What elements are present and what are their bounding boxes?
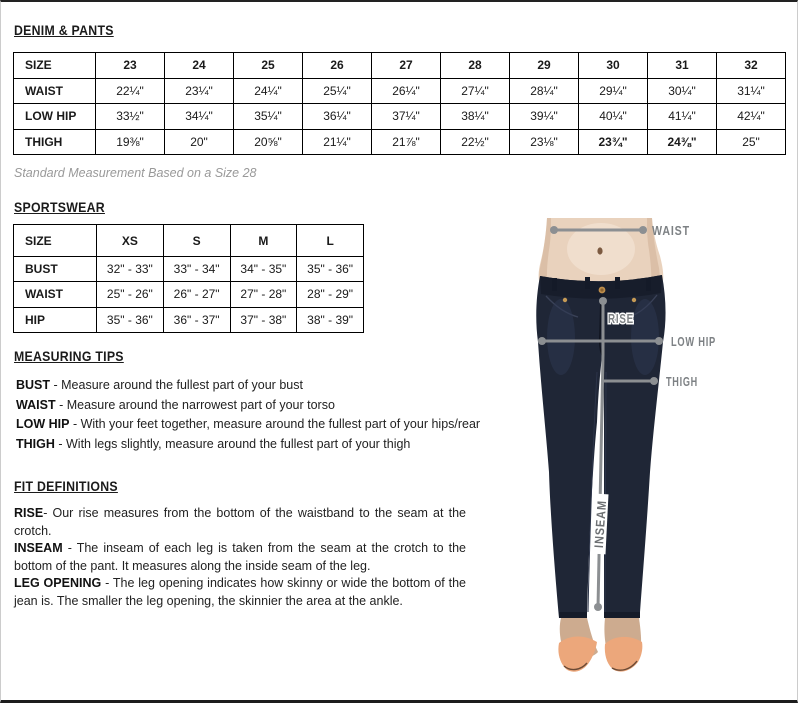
value-cell: 35¼" [234, 104, 303, 130]
value-cell: 30¼" [648, 78, 717, 104]
value-cell: 28¼" [510, 78, 579, 104]
corner-cell: SIZE [14, 225, 97, 257]
denim-pants-heading: DENIM & PANTS [14, 22, 114, 38]
column-header-cell: 30 [579, 53, 648, 79]
value-cell: 32" - 33" [97, 257, 164, 282]
thigh-label: THIGH [666, 375, 698, 389]
value-cell: 27" - 28" [230, 282, 297, 307]
low-hip-dot-right [655, 337, 663, 345]
rivet-right [632, 298, 636, 302]
fit-definitions-heading: FIT DEFINITIONS [14, 478, 118, 494]
def-inseam: INSEAM - The inseam of each leg is taken from the seam at the crotch to the bottom of the pant. It measures along the inside seam of the leg. [14, 541, 466, 573]
rise-dot-top [599, 297, 607, 305]
fit-definitions-list [14, 505, 466, 611]
row-label-cell: HIP [14, 307, 97, 332]
low-hip-label: LOW HIP [671, 335, 716, 349]
denim-size-table [13, 52, 786, 155]
waist-dot-right [639, 226, 647, 234]
column-header-cell: 32 [717, 53, 786, 79]
column-header-cell: 27 [372, 53, 441, 79]
jeans-button-center [600, 288, 603, 291]
column-header-cell: 29 [510, 53, 579, 79]
value-cell: 26" - 27" [163, 282, 230, 307]
measuring-tips-list [16, 376, 486, 454]
model-feet [558, 618, 642, 672]
denim-sheen-right [631, 299, 659, 375]
value-cell: 28" - 29" [297, 282, 364, 307]
measurement-note: Standard Measurement Based on a Size 28 [14, 166, 257, 180]
table-row [14, 104, 786, 130]
value-cell: 35" - 36" [97, 307, 164, 332]
hem-right [604, 612, 640, 618]
belt-loop [585, 277, 590, 289]
row-label-cell: WAIST [14, 282, 97, 307]
belt-loop [646, 278, 651, 291]
value-cell: 27¼" [441, 78, 510, 104]
column-header-cell: 31 [648, 53, 717, 79]
tip-waist: WAIST - Measure around the narrowest part of your torso [16, 397, 335, 412]
waist-label: WAIST [652, 224, 690, 238]
column-header-cell: 24 [165, 53, 234, 79]
value-cell: 34¼" [165, 104, 234, 130]
value-cell: 35" - 36" [297, 257, 364, 282]
value-cell: 20⅝" [234, 129, 303, 155]
row-label-cell: THIGH [14, 129, 96, 155]
column-header-cell: S [163, 225, 230, 257]
low-hip-dot-left [538, 337, 546, 345]
value-cell: 38¼" [441, 104, 510, 130]
value-cell: 23⅛" [510, 129, 579, 155]
thigh-dot-right [650, 377, 658, 385]
value-cell: 25" [717, 129, 786, 155]
value-cell: 41¼" [648, 104, 717, 130]
row-label-cell: LOW HIP [14, 104, 96, 130]
value-cell: 22¼" [96, 78, 165, 104]
value-cell: 24¼" [234, 78, 303, 104]
column-header-cell: 23 [96, 53, 165, 79]
value-cell: 29¼" [579, 78, 648, 104]
inseam-dot-bottom [594, 603, 602, 611]
table-row [14, 282, 364, 307]
denim-sheen-left [547, 299, 575, 375]
row-label-cell: BUST [14, 257, 97, 282]
table-row [14, 307, 364, 332]
model-measurement-illustration [491, 197, 798, 702]
value-cell: 33½" [96, 104, 165, 130]
value-cell: 34" - 35" [230, 257, 297, 282]
rivet-left [563, 298, 567, 302]
row-label-cell: WAIST [14, 78, 96, 104]
value-cell: 21⅞" [372, 129, 441, 155]
inseam-label: INSEAM [591, 492, 610, 549]
belt-loop [615, 277, 620, 289]
rise-label: RISE [608, 312, 634, 326]
table-row [14, 129, 786, 155]
tip-low-hip: LOW HIP - With your feet together, measure around the fullest part of your hips/rear [16, 417, 481, 431]
table-header-row [14, 53, 786, 79]
value-cell: 42¼" [717, 104, 786, 130]
column-header-cell: 26 [303, 53, 372, 79]
column-header-cell: L [297, 225, 364, 257]
def-rise: RISE- Our rise measures from the bottom of the waistband to the seam at the crotch. [14, 506, 466, 538]
tip-thigh: THIGH - With legs slightly, measure around the fullest part of your thigh [16, 436, 411, 451]
column-header-cell: XS [97, 225, 164, 257]
value-cell: 38" - 39" [297, 307, 364, 332]
right-shoe [605, 637, 643, 672]
column-header-cell: M [230, 225, 297, 257]
inseam-line [598, 355, 603, 608]
measuring-tips-heading: MEASURING TIPS [14, 348, 124, 364]
def-leg-opening: LEG OPENING - The leg opening indicates how skinny or wide the bottom of the jean is. The smaller the leg opening, the skinnier the area at the ankle. [14, 576, 466, 608]
sportswear-size-table [13, 224, 364, 333]
value-cell: 25" - 26" [97, 282, 164, 307]
value-cell: 37¼" [372, 104, 441, 130]
value-cell: 40¼" [579, 104, 648, 130]
column-header-cell: 28 [441, 53, 510, 79]
table-row [14, 257, 364, 282]
value-cell: 20" [165, 129, 234, 155]
value-cell: 36¼" [303, 104, 372, 130]
corner-cell: SIZE [14, 53, 96, 79]
value-cell: 26¼" [372, 78, 441, 104]
column-header-cell: 25 [234, 53, 303, 79]
value-cell: 24⅜" [648, 129, 717, 155]
value-cell: 25¼" [303, 78, 372, 104]
fit-diagram-figure [491, 197, 798, 702]
value-cell: 23¼" [165, 78, 234, 104]
waist-dot-left [550, 226, 558, 234]
sportswear-heading: SPORTSWEAR [14, 199, 105, 215]
value-cell: 21¼" [303, 129, 372, 155]
value-cell: 19⅜" [96, 129, 165, 155]
value-cell: 39¼" [510, 104, 579, 130]
table-row [14, 78, 786, 104]
value-cell: 33" - 34" [163, 257, 230, 282]
value-cell: 31¼" [717, 78, 786, 104]
table-header-row [14, 225, 364, 257]
belt-loop [552, 278, 557, 291]
value-cell: 36" - 37" [163, 307, 230, 332]
navel [597, 247, 602, 254]
value-cell: 37" - 38" [230, 307, 297, 332]
hem-left [559, 612, 587, 618]
value-cell: 22½" [441, 129, 510, 155]
tip-bust: BUST - Measure around the fullest part of your bust [16, 378, 303, 392]
value-cell: 23¾" [579, 129, 648, 155]
